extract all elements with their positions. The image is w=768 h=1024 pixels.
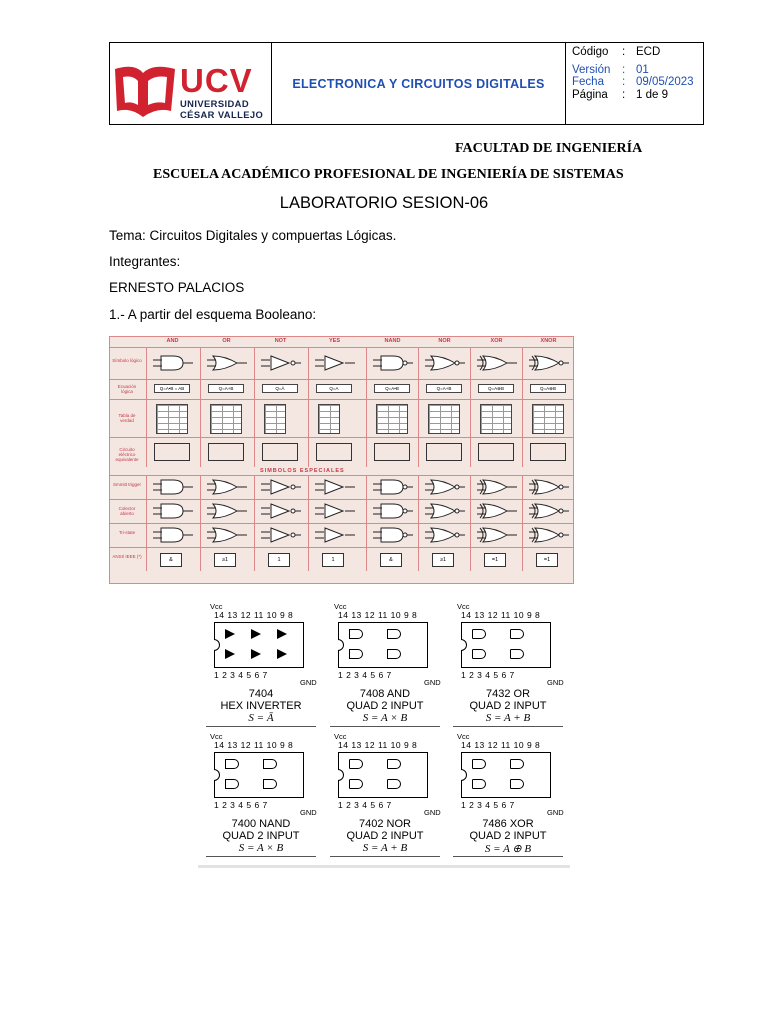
schmitt-symbol-and (153, 478, 193, 496)
gate-table-divider (200, 476, 201, 499)
ic-underline (330, 726, 440, 727)
gate-column-and: AND (166, 338, 179, 344)
gate-symbol-xnor (529, 354, 569, 372)
ic-gate-and (387, 629, 401, 639)
tristate-symbol-nand (373, 526, 413, 544)
truth-table-or (210, 404, 242, 434)
ic-package (214, 622, 304, 668)
gate-table-divider (254, 348, 255, 379)
ic-gate-not (277, 649, 287, 659)
gate-table-divider (308, 400, 309, 437)
gate-table-divider (522, 476, 523, 499)
ic-package (338, 752, 428, 798)
gate-column-nand: NAND (384, 338, 401, 344)
ic-gate-nand (225, 759, 239, 769)
gate-table-divider (418, 400, 419, 437)
ansi-symbol-nand: & (380, 553, 402, 567)
tristate-symbol-xnor (529, 526, 569, 544)
gate-table-divider (418, 380, 419, 399)
gate-table-divider (470, 380, 471, 399)
gate-table-divider (200, 348, 201, 379)
ic-gate-xor (472, 759, 486, 769)
top-pin-numbers: 14 13 12 11 10 9 8 (461, 610, 541, 620)
document-header (109, 42, 704, 125)
logo-university-line: UNIVERSIDAD (180, 98, 249, 109)
gate-table-divider (522, 548, 523, 571)
gate-table-divider (470, 348, 471, 379)
gate-table-divider (470, 476, 471, 499)
open-collector-symbol-xnor (529, 502, 569, 520)
ic-gate-and (387, 649, 401, 659)
tristate-symbol-not (261, 526, 301, 544)
ic-title (206, 818, 316, 842)
ic-equation: S = A ⊕ B (484, 843, 532, 855)
logo-ucv-text: UCV (180, 62, 253, 99)
gate-symbol-xor (477, 354, 517, 372)
gate-table-divider (200, 500, 201, 523)
vcc-label: Vcc (457, 732, 470, 741)
gate-symbol-or (207, 354, 247, 372)
ic-underline (206, 726, 316, 727)
schmitt-symbol-nor (425, 478, 465, 496)
schmitt-symbol-or (207, 478, 247, 496)
ic-gate-and (349, 629, 363, 639)
open-collector-symbol-or (207, 502, 247, 520)
tema-line: Tema: Circuitos Digitales y compuertas Lógicas. (109, 228, 397, 243)
vcc-label: Vcc (210, 602, 223, 611)
gate-table-divider (470, 438, 471, 467)
ic-code: 7432 OR (485, 688, 531, 700)
ic-gate-nor (387, 759, 401, 769)
ic-gate-or (510, 629, 524, 639)
tristate-symbol-nor (425, 526, 465, 544)
gate-table-divider (522, 524, 523, 547)
ic-code: 7408 AND (359, 688, 411, 700)
meta-codigo: Código : ECD (572, 46, 661, 58)
ic-notch (214, 769, 220, 781)
ic-equation: S = A × B (238, 842, 284, 854)
ansi-symbol-xnor: =1 (536, 553, 558, 567)
vcc-label: Vcc (334, 732, 347, 741)
gate-table-divider (418, 500, 419, 523)
circuit-diagram-yes (316, 443, 352, 461)
gate-symbol-nor (425, 354, 465, 372)
gate-table-divider (200, 548, 201, 571)
gnd-label: GND (547, 678, 564, 687)
bottom-pin-numbers: 1 2 3 4 5 6 7 (214, 800, 268, 810)
gate-table-divider (146, 380, 147, 399)
bottom-pin-numbers: 1 2 3 4 5 6 7 (461, 800, 515, 810)
ic-description: HEX INVERTER (220, 700, 302, 712)
truth-table-yes (318, 404, 340, 434)
gate-table-divider (470, 548, 471, 571)
schmitt-symbol-not (261, 478, 301, 496)
gate-table-divider (366, 380, 367, 399)
gate-table-divider (522, 438, 523, 467)
gate-table-divider (146, 524, 147, 547)
ic-7432 (453, 602, 563, 732)
gate-table-divider (522, 380, 523, 399)
ic-package (461, 622, 551, 668)
gate-column-yes: YES (328, 338, 340, 344)
ic-gate-nand (263, 759, 277, 769)
ic-equation: S = A + B (485, 712, 531, 724)
gate-table-divider (418, 524, 419, 547)
lab-title: LABORATORIO SESION-06 (279, 194, 489, 212)
ic-underline (453, 856, 563, 857)
top-pin-numbers: 14 13 12 11 10 9 8 (214, 740, 294, 750)
ic-title (453, 818, 563, 842)
gate-table-divider (254, 438, 255, 467)
gate-row-label: Smmitt trigger (112, 482, 141, 487)
ic-gate-nand (225, 779, 239, 789)
ic-code: 7402 NOR (359, 818, 411, 830)
gate-equation-yes: Q=A (316, 384, 352, 393)
gate-table-divider (418, 348, 419, 379)
schmitt-symbol-nand (373, 478, 413, 496)
gate-table-divider (254, 500, 255, 523)
circuit-diagram-not (262, 443, 298, 461)
truth-table-xor (480, 404, 512, 434)
gate-table-divider (146, 500, 147, 523)
gate-row-label: ANSI/ IEEE (*) (112, 554, 142, 559)
gate-column-or: OR (222, 338, 231, 344)
ic-package (338, 622, 428, 668)
truth-table-nor (428, 404, 460, 434)
ansi-symbol-nor: ≥1 (432, 553, 454, 567)
gate-equation-and: Q=A•B = AB (154, 384, 190, 393)
ic-gate-and (349, 649, 363, 659)
schmitt-symbol-xnor (529, 478, 569, 496)
circuit-diagram-xnor (530, 443, 566, 461)
gate-row-label: Colector abierto (118, 506, 136, 516)
ic-underline (330, 856, 440, 857)
open-collector-symbol-nor (425, 502, 465, 520)
schmitt-symbol-xor (477, 478, 517, 496)
circuit-diagram-nor (426, 443, 462, 461)
circuit-diagram-or (208, 443, 244, 461)
gnd-label: GND (300, 808, 317, 817)
document-meta (566, 43, 703, 124)
gate-row-label: Circuito eléctrico equivalente (115, 447, 139, 462)
top-pin-numbers: 14 13 12 11 10 9 8 (338, 740, 418, 750)
ic-title (206, 688, 316, 712)
schmitt-symbol-yes (315, 478, 355, 496)
bottom-pin-numbers: 1 2 3 4 5 6 7 (338, 670, 392, 680)
ic-description: QUAD 2 INPUT (346, 830, 424, 842)
gnd-label: GND (300, 678, 317, 687)
gnd-label: GND (424, 678, 441, 687)
gnd-label: GND (424, 808, 441, 817)
gate-equation-xnor: Q=A⊕B (530, 384, 566, 393)
gate-table-divider (366, 476, 367, 499)
gate-table-divider (254, 476, 255, 499)
ic-equation: S = A × B (362, 712, 408, 724)
tristate-symbol-and (153, 526, 193, 544)
gate-table-divider (418, 548, 419, 571)
gate-column-not: NOT (274, 338, 287, 344)
gate-equation-or: Q=A+B (208, 384, 244, 393)
gate-table-divider (254, 400, 255, 437)
gate-symbol-nand (373, 354, 413, 372)
ucv-logo (110, 43, 272, 124)
ic-gate-nor (349, 779, 363, 789)
gate-table-divider (522, 500, 523, 523)
gate-table-divider (522, 348, 523, 379)
gate-table-divider (146, 476, 147, 499)
ic-7408 (330, 602, 440, 732)
gate-table-divider (254, 524, 255, 547)
ic-underline (206, 856, 316, 857)
gate-table-divider (308, 500, 309, 523)
gate-table-divider (308, 438, 309, 467)
ic-description: QUAD 2 INPUT (346, 700, 424, 712)
school-heading: ESCUELA ACADÉMICO PROFESIONAL DE INGENIERÍA DE SISTEMAS (153, 167, 624, 182)
open-collector-symbol-nand (373, 502, 413, 520)
gate-symbol-not (261, 354, 301, 372)
faculty-heading: FACULTAD DE INGENIERÍA (455, 141, 643, 156)
ic-gate-xor (510, 759, 524, 769)
ic-7402 (330, 732, 440, 862)
gate-column-nor: NOR (438, 338, 451, 344)
meta-pagina: Página : 1 de 9 (572, 88, 668, 101)
ic-7486 (453, 732, 563, 862)
special-symbols-title: SIMBOLOS ESPECIALES (260, 468, 345, 474)
ic-gate-not (251, 629, 261, 639)
ic-gate-not (277, 629, 287, 639)
vcc-label: Vcc (210, 732, 223, 741)
bottom-pin-numbers: 1 2 3 4 5 6 7 (461, 670, 515, 680)
gate-table-divider (308, 380, 309, 399)
question-1: 1.- A partir del esquema Booleano: (109, 307, 317, 322)
gate-table-divider (200, 400, 201, 437)
ic-code: 7404 (248, 688, 274, 700)
ic-notch (214, 639, 220, 651)
top-pin-numbers: 14 13 12 11 10 9 8 (338, 610, 418, 620)
ic-title (453, 688, 563, 712)
tristate-symbol-yes (315, 526, 355, 544)
ic-gate-nor (387, 779, 401, 789)
truth-table-nand (376, 404, 408, 434)
gate-column-xnor: XNOR (540, 338, 557, 344)
circuit-diagram-and (154, 443, 190, 461)
open-collector-symbol-xor (477, 502, 517, 520)
ic-title (330, 688, 440, 712)
gate-table-divider (366, 400, 367, 437)
logo-name-line: CÉSAR VALLEJO (180, 109, 264, 120)
gnd-label: GND (547, 808, 564, 817)
ansi-symbol-and: & (160, 553, 182, 567)
gate-table-divider (308, 476, 309, 499)
gate-table-divider (470, 500, 471, 523)
ic-notch (338, 769, 344, 781)
ic-gate-xor (510, 779, 524, 789)
integrantes-label: Integrantes: (109, 254, 181, 269)
member-name: ERNESTO PALACIOS (109, 280, 245, 295)
ic-description: QUAD 2 INPUT (222, 830, 300, 842)
ic-description: QUAD 2 INPUT (469, 830, 547, 842)
ic-gate-or (510, 649, 524, 659)
ic-equation: S = Ā (248, 712, 274, 724)
ic-gate-not (225, 629, 235, 639)
truth-table-not (264, 404, 286, 434)
open-collector-symbol-yes (315, 502, 355, 520)
gate-table-divider (366, 524, 367, 547)
gate-equation-xor: Q=A⊕B (478, 384, 514, 393)
ic-gate-or (472, 649, 486, 659)
gate-symbol-and (153, 354, 193, 372)
gate-row-label: Tri-state (118, 530, 136, 535)
open-collector-symbol-not (261, 502, 301, 520)
gate-table-divider (366, 548, 367, 571)
truth-table-and (156, 404, 188, 434)
meta-fecha: Fecha : 09/05/2023 (572, 76, 694, 89)
gate-table-divider (200, 438, 201, 467)
ic-gate-nand (263, 779, 277, 789)
gate-symbol-yes (315, 354, 355, 372)
ic-package (214, 752, 304, 798)
tristate-symbol-or (207, 526, 247, 544)
gate-table-divider (146, 400, 147, 437)
ic-notch (461, 639, 467, 651)
bottom-pin-numbers: 1 2 3 4 5 6 7 (214, 670, 268, 680)
meta-version: Versión : 01 (572, 63, 649, 76)
gate-table-divider (146, 548, 147, 571)
ic-gate-not (225, 649, 235, 659)
top-pin-numbers: 14 13 12 11 10 9 8 (214, 610, 294, 620)
gate-table-divider (470, 400, 471, 437)
gate-row-label: Ecuación lógica (117, 384, 137, 394)
ansi-symbol-not: 1 (268, 553, 290, 567)
ic-title (330, 818, 440, 842)
gate-equation-nand: Q=A•B (374, 384, 410, 393)
ic-code: 7486 XOR (482, 818, 534, 830)
course-title: ELECTRONICA Y CIRCUITOS DIGITALES (272, 43, 566, 124)
ic-notch (338, 639, 344, 651)
ic-equation: S = A + B (362, 842, 408, 854)
ic-7404 (206, 602, 316, 732)
gate-table-divider (418, 438, 419, 467)
ansi-symbol-yes: 1 (322, 553, 344, 567)
gate-table-divider (308, 348, 309, 379)
gate-table-divider (146, 348, 147, 379)
gate-row-label: Símbolo lógico (112, 358, 142, 363)
circuit-diagram-xor (478, 443, 514, 461)
gate-equation-nor: Q=A+B (426, 384, 462, 393)
bottom-pin-numbers: 1 2 3 4 5 6 7 (338, 800, 392, 810)
gate-table-divider (254, 548, 255, 571)
gate-table-divider (308, 524, 309, 547)
gate-table-divider (366, 438, 367, 467)
gate-table-divider (366, 348, 367, 379)
ic-gate-or (472, 629, 486, 639)
gate-column-xor: XOR (490, 338, 503, 344)
ic-pinout-figure (198, 600, 570, 868)
circuit-diagram-nand (374, 443, 410, 461)
gate-table-divider (308, 548, 309, 571)
ic-description: QUAD 2 INPUT (469, 700, 547, 712)
gate-table-divider (522, 400, 523, 437)
ansi-symbol-or: ≥1 (214, 553, 236, 567)
ic-gate-xor (472, 779, 486, 789)
gate-equation-not: Q=Ā (262, 384, 298, 393)
logic-gates-table-figure (109, 336, 574, 584)
ic-gate-nor (349, 759, 363, 769)
ucv-shield-icon (113, 65, 179, 121)
gate-table-divider (470, 524, 471, 547)
vcc-label: Vcc (334, 602, 347, 611)
vcc-label: Vcc (457, 602, 470, 611)
ic-7400 (206, 732, 316, 862)
ic-code: 7400 NAND (231, 818, 291, 830)
ic-underline (453, 726, 563, 727)
gate-table-divider (254, 380, 255, 399)
top-pin-numbers: 14 13 12 11 10 9 8 (461, 740, 541, 750)
ic-notch (461, 769, 467, 781)
open-collector-symbol-and (153, 502, 193, 520)
gate-table-divider (366, 500, 367, 523)
tristate-symbol-xor (477, 526, 517, 544)
ic-gate-not (251, 649, 261, 659)
gate-table-divider (200, 380, 201, 399)
truth-table-xnor (532, 404, 564, 434)
ansi-symbol-xor: =1 (484, 553, 506, 567)
gate-row-label: Tabla de verdad (118, 413, 136, 423)
gate-table-divider (146, 438, 147, 467)
gate-table-divider (200, 524, 201, 547)
ic-package (461, 752, 551, 798)
gate-table-divider (418, 476, 419, 499)
